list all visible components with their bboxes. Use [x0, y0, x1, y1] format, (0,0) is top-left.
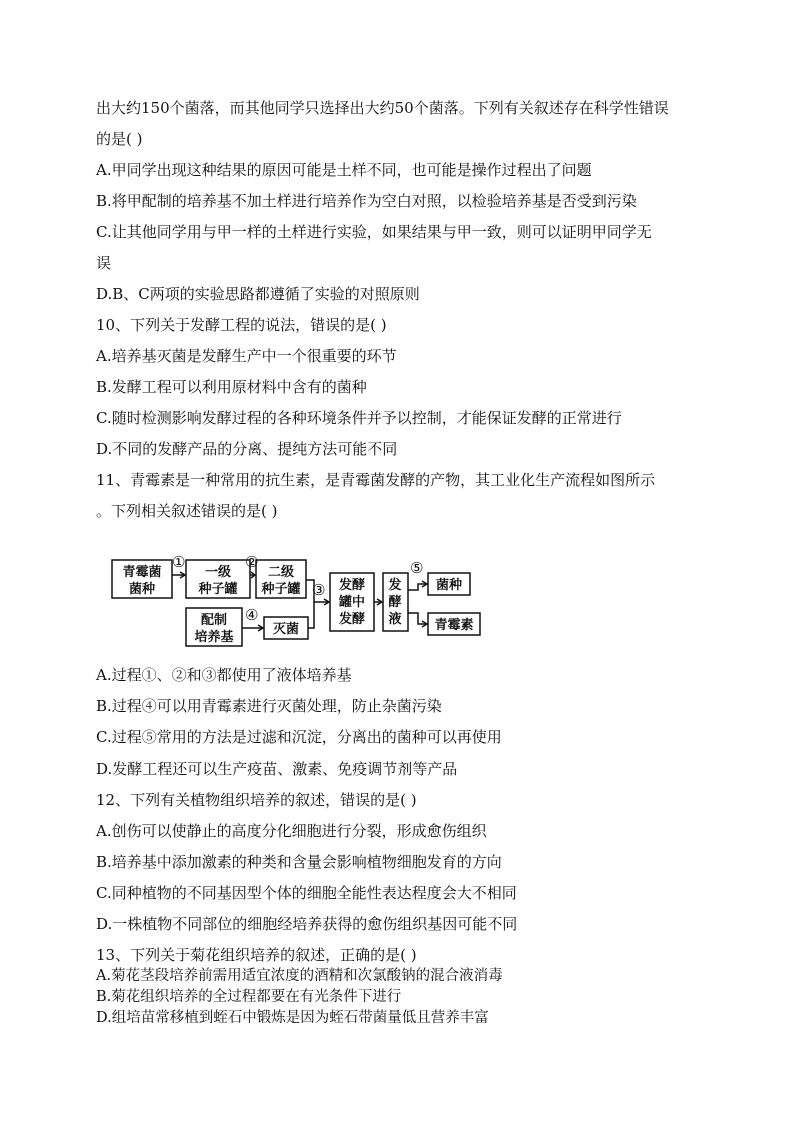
- text-line: 误: [96, 254, 112, 272]
- text-line: 。下列相关叙述错误的是( ): [96, 502, 278, 520]
- label: 菌种: [435, 578, 463, 593]
- step-label: ①: [172, 553, 186, 571]
- option-d: D.B、C两项的实验思路都遵循了实验的对照原则: [96, 285, 420, 303]
- option-b: B.将甲配制的培养基不加土样进行培养作为空白对照，以检验培养基是否受到污染: [96, 192, 637, 210]
- label: 菌种: [128, 582, 156, 597]
- step-label: ②: [245, 553, 259, 571]
- option-a: A.培养基灭菌是发酵生产中一个很重要的环节: [96, 347, 397, 365]
- question-11: 11、青霉素是一种常用的抗生素，是青霉菌发酵的产物，其工业化生产流程如图所示: [96, 471, 656, 489]
- option-a: A.过程①、②和③都使用了液体培养基: [96, 666, 352, 684]
- option-d: D.组培苗常移植到蛭石中锻炼是因为蛭石带菌量低且营养丰富: [96, 1010, 489, 1026]
- label: 酵: [388, 595, 402, 610]
- text-line: 出大约150个菌落，而其他同学只选择出大约50个菌落。下列有关叙述存在科学性错误: [96, 99, 669, 117]
- option-b: B.过程④可以用青霉素进行灭菌处理，防止杂菌污染: [96, 697, 442, 715]
- label: 发: [388, 578, 402, 593]
- question-13: 13、下列关于菊花组织培养的叙述，正确的是( ): [96, 946, 417, 964]
- option-b: B.培养基中添加激素的种类和含量会影响植物细胞发育的方向: [96, 853, 502, 871]
- option-c: C.随时检测影响发酵过程的各种环境条件并予以控制，才能保证发酵的正常进行: [96, 409, 622, 427]
- label: 一级: [204, 565, 232, 580]
- option-c: C.过程⑤常用的方法是过滤和沉淀，分离出的菌种可以再使用: [96, 728, 502, 746]
- label: 配制: [200, 613, 228, 628]
- label: 种子罐: [261, 582, 301, 597]
- option-a: A.菊花茎段培养前需用适宜浓度的酒精和次氯酸钠的混合液消毒: [96, 968, 503, 984]
- label: 灭菌: [272, 622, 300, 637]
- label: 培养基: [194, 630, 234, 645]
- text-line: 的是( ): [96, 130, 143, 148]
- option-d: D.不同的发酵产品的分离、提纯方法可能不同: [96, 440, 398, 458]
- option-a: A.创伤可以使静止的高度分化细胞进行分裂，形成愈伤组织: [96, 822, 487, 840]
- option-b: B.菊花组织培养的全过程都要在有光条件下进行: [96, 989, 402, 1005]
- question-12: 12、下列有关植物组织培养的叙述，错误的是( ): [96, 791, 417, 809]
- option-c: C.让其他同学用与甲一样的土样进行实验，如果结果与甲一致，则可以证明甲同学无: [96, 223, 652, 241]
- label: 罐中: [338, 595, 366, 610]
- option-b: B.发酵工程可以利用原材料中含有的菌种: [96, 378, 367, 396]
- label: 青霉菌: [122, 565, 162, 580]
- step-label: ⑤: [410, 559, 424, 577]
- label: 种子罐: [198, 582, 238, 597]
- option-a: A.甲同学出现这种结果的原因可能是土样不同，也可能是操作过程出了问题: [96, 161, 592, 179]
- option-c: C.同种植物的不同基因型个体的细胞全能性表达程度会大不相同: [96, 884, 517, 902]
- label: 二级: [267, 565, 295, 580]
- label: 液: [388, 612, 402, 627]
- label: 青霉素: [434, 618, 474, 633]
- step-label: ③: [312, 581, 326, 599]
- label: 发酵: [338, 578, 366, 593]
- option-d: D.发酵工程还可以生产疫苗、激素、免疫调节剂等产品: [96, 760, 458, 778]
- label: 发酵: [338, 612, 366, 627]
- question-10: 10、下列关于发酵工程的说法，错误的是( ): [96, 316, 387, 334]
- step-label: ④: [245, 606, 259, 624]
- option-d: D.一株植物不同部位的细胞经培养获得的愈伤组织基因可能不同: [96, 915, 518, 933]
- penicillin-flow-diagram: [110, 545, 490, 650]
